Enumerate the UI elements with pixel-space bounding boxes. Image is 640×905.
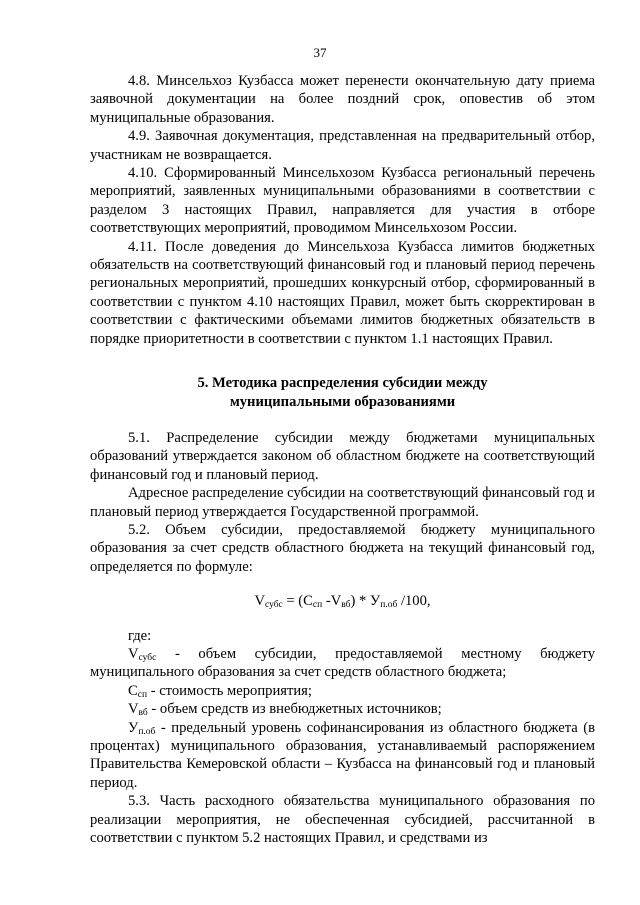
paragraph-5-2: 5.2. Объем субсидии, предоставляемой бюджету муниципального образования за счет средств областного бюджета на текущий финансовый год, определяется по формуле: <box>90 521 595 575</box>
def-c-text: - стоимость мероприятия; <box>147 682 312 699</box>
where-label: где: <box>128 627 152 644</box>
definition-u-pob <box>90 719 595 793</box>
def-c-sub: сп <box>137 689 148 700</box>
def-vb-sub: вб <box>138 708 148 719</box>
def-u-sub: п.об <box>138 726 156 737</box>
definition-v-subs <box>90 645 595 682</box>
definition-c-sp <box>90 682 595 700</box>
heading-line-1: 5. Методика распределения субсидии между <box>197 375 488 392</box>
page-number: 37 <box>313 45 327 60</box>
paragraph-4-11: 4.11. После доведения до Минсельхоза Кузбасса лимитов бюджетных обязательств на соответствующий финансовый год и плановый период перечень региональных мероприятий, прошедших конкурсный отбор, сформированный в соответствии с пунктом 4.10 настоящих Правил, может быть скорректирован в соответствии с фактическими объемами лимитов бюджетных обязательств в порядке приоритетности в соответствии с пунктом 1.1 настоящих Правил. <box>90 238 595 347</box>
heading-line-2: муниципальными образованиями <box>229 393 456 410</box>
def-u-text: - предельный уровень софинансирования из областного бюджета (в процентах) муниципального образования, устанавливаемый распоряжением Правительства Кемеровской области – Кузбасса на финансовый год и плановый период. <box>90 719 595 791</box>
formula-v: V <box>254 593 265 610</box>
paragraph-4-9: 4.9. Заявочная документация, представленная на предварительный отбор, участникам не возвращается. <box>90 128 595 163</box>
def-c-symbol: С <box>128 682 138 699</box>
paragraph-4-8: 4.8. Минсельхоз Кузбасса может перенести окончательную дату приема заявочной документации на более поздний срок, оповестив об этом муниципальные образования. <box>90 73 595 126</box>
formula-vb-sub: вб <box>341 600 351 611</box>
paragraph-4-10: 4.10. Сформированный Минсельхозом Кузбасса региональный перечень мероприятий, заявленных муниципальными образованиями в соответствии с разделом 3 настоящих Правил, направляется для участия в отборе соответствующих мероприятий, проводимом Минсельхозом России. <box>90 165 595 237</box>
section-5-heading <box>90 374 595 411</box>
document-body <box>90 72 595 847</box>
paragraph-5-1-address: Адресное распределение субсидии на соответствующий финансовый год и плановый период утверждается Государственной программой. <box>90 485 595 520</box>
formula-c-sub: сп <box>312 600 323 611</box>
formula-v-sub: субс <box>264 600 283 611</box>
paragraph-5-3: 5.3. Часть расходного обязательства муниципального образования по реализации мероприятия, не обеспеченная субсидией, рассчитанной в соответствии с пунктом 5.2 настоящих Правил, и средствами из <box>90 793 595 847</box>
formula-times: ) * У <box>350 593 381 610</box>
def-v-text: - объем субсидии, предоставляемой местному бюджету муниципального образования за счет средств областного бюджета; <box>90 645 595 681</box>
def-vb-text: - объем средств из внебюджетных источников; <box>147 701 442 718</box>
definition-v-vb <box>90 700 595 718</box>
formula <box>90 592 595 610</box>
def-v-sub: субс <box>138 652 157 663</box>
paragraph-5-1: 5.1. Распределение субсидии между бюджетами муниципальных образований утверждается законом об областном бюджете на соответствующий финансовый год и плановый период. <box>90 429 595 483</box>
def-u-symbol: У <box>128 719 139 736</box>
formula-minus: -V <box>322 593 342 610</box>
formula-div: /100, <box>397 593 431 610</box>
formula-eq: = (C <box>282 593 313 610</box>
formula-u-sub: п.об <box>380 600 398 611</box>
def-vb-symbol: V <box>128 701 139 718</box>
def-v-symbol: V <box>128 645 139 662</box>
